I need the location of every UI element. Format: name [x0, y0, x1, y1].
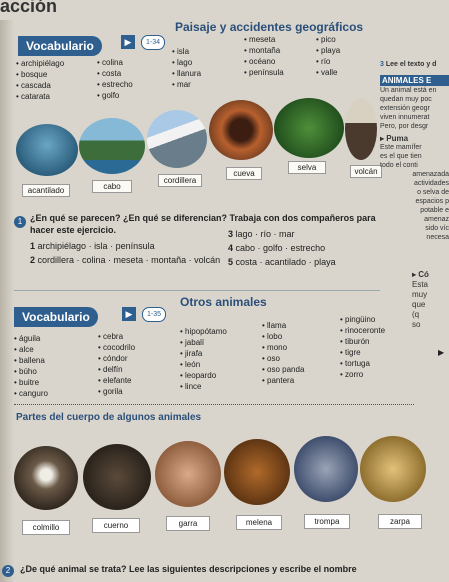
- section1-title: Paisaje y accidentes geográficos: [175, 20, 364, 34]
- animal-word: alce: [19, 345, 34, 354]
- animal-word: león: [185, 360, 201, 369]
- exercise1-item-4: [228, 243, 325, 254]
- caption-acantilado: acantilado: [22, 184, 70, 197]
- item-num: 2: [30, 255, 36, 265]
- vocab-word: cascada: [21, 81, 51, 90]
- vocab-word: llanura: [177, 69, 202, 78]
- sidebar-panel-2: [412, 270, 449, 390]
- item-text: cabo · golfo · estrecho: [235, 243, 326, 253]
- item-text: lago · río · mar: [235, 229, 295, 239]
- sidebar-line: (q: [412, 310, 420, 319]
- sidebar-line: amenaz: [424, 216, 449, 223]
- audio-track-badge-2[interactable]: [142, 307, 166, 322]
- trunk-photo: [294, 436, 358, 502]
- caption-garra: garra: [166, 516, 210, 531]
- sidebar-line: todo el conti: [380, 162, 418, 169]
- animal-word: ballena: [19, 356, 45, 365]
- exercise1-item-3: [228, 229, 295, 240]
- caption-cuerno: cuerno: [92, 518, 140, 533]
- sidebar-line: extensión geogr: [380, 105, 430, 112]
- caption-trompa: trompa: [304, 514, 350, 529]
- animal-word: cocodrilo: [103, 343, 136, 352]
- animal-word: canguro: [19, 389, 48, 398]
- sidebar-line: espacios p: [415, 198, 449, 205]
- animal-word: gorila: [103, 387, 123, 396]
- animal-word: pingüino: [345, 315, 376, 324]
- coast-photo: [16, 124, 78, 176]
- vocab-word: valle: [321, 68, 338, 77]
- vocab-word: estrecho: [102, 80, 133, 89]
- horn-photo: [83, 444, 151, 510]
- cave-photo: [209, 100, 273, 160]
- exercise1-prompt-text: ¿En qué se parecen? ¿En qué se diferencian? Trabaja con dos compañeros para hacer este ejercicio.: [30, 213, 376, 235]
- divider: [14, 290, 380, 291]
- animal-word: oso panda: [267, 365, 305, 374]
- caption-colmillo: colmillo: [22, 520, 70, 535]
- caption-selva: selva: [288, 161, 326, 174]
- exercise1-prompt: [30, 212, 380, 236]
- exercise2-num-text: 2: [5, 566, 11, 575]
- audio-track-label: 1-34: [146, 39, 161, 46]
- animal-word: delfín: [103, 365, 123, 374]
- vocab-word: isla: [177, 47, 190, 56]
- sidebar-subheading: ▸ Puma: [380, 134, 409, 143]
- sidebar-line: necesa: [426, 234, 449, 241]
- volcano-photo: [345, 98, 377, 160]
- vocab-col-2: • colina • costa • estrecho • golfo: [97, 58, 133, 100]
- animal-word: cebra: [103, 332, 124, 341]
- sidebar-line: o selva de: [417, 189, 449, 196]
- animal-word: elefante: [103, 376, 132, 385]
- sidebar-title: Lee el texto y d: [385, 61, 437, 68]
- animal-col-4: • llama • lobo • mono • oso • oso panda • pantera: [262, 321, 305, 385]
- caption-cordillera: cordillera: [158, 174, 202, 187]
- vocab-word: playa: [321, 46, 341, 55]
- animal-word: búho: [19, 367, 37, 376]
- sidebar-subheading-2: ▸ Có: [412, 270, 429, 279]
- caption-melena: melena: [236, 515, 282, 530]
- item-num: 4: [228, 243, 234, 253]
- animal-word: zorro: [345, 370, 364, 379]
- sidebar-subheading-2-text: Có: [418, 270, 429, 279]
- exercise1-item-5: [228, 257, 336, 268]
- claw-photo: [155, 441, 221, 507]
- mountain-range-photo: [147, 110, 207, 168]
- dotted-divider: [14, 404, 414, 405]
- sidebar-line: Un animal está en: [380, 87, 437, 94]
- sidebar-line: que: [412, 300, 426, 309]
- vocab-word: lago: [177, 58, 193, 67]
- sidebar-line: amenazada: [412, 171, 449, 178]
- paw-photo: [360, 436, 426, 502]
- item-text: costa · acantilado · playa: [235, 257, 336, 267]
- exercise1-number: [14, 216, 26, 228]
- exercise2-number: [2, 565, 14, 577]
- mane-photo: [224, 439, 290, 505]
- tusk-photo: [14, 446, 78, 510]
- animal-word: llama: [267, 321, 287, 330]
- sidebar-line: sido víc: [425, 225, 449, 232]
- animal-col-1: • águila • alce • ballena • búho • buitre • canguro: [14, 334, 48, 398]
- page-shadow: [0, 20, 14, 582]
- vocab-word: montaña: [249, 46, 281, 55]
- animal-word: mono: [267, 343, 288, 352]
- sidebar-line: muy: [412, 290, 428, 299]
- animal-word: tigre: [345, 348, 361, 357]
- section2-title: Otros animales: [180, 295, 267, 309]
- vocab-word: océano: [249, 57, 276, 66]
- page-title: acción: [0, 0, 58, 16]
- vocab-word: colina: [102, 58, 123, 67]
- sidebar-line: actividades: [413, 180, 449, 187]
- sidebar-subheading-text: Puma: [386, 134, 409, 143]
- vocab-word: archipiélago: [21, 59, 65, 68]
- item-text: cordillera · colina · meseta · montaña · volcán: [37, 255, 221, 265]
- sidebar-line: so: [412, 320, 421, 329]
- cape-photo: [79, 118, 145, 174]
- animal-word: lince: [185, 382, 202, 391]
- sidebar-line: quedan muy poc: [380, 96, 432, 103]
- animal-col-3: • hipopótamo • jabalí • jirafa • león • leopardo • lince: [180, 327, 227, 391]
- exercise1-item-1: [30, 241, 155, 252]
- vocab-word: pico: [321, 35, 336, 44]
- animal-word: buitre: [19, 378, 40, 387]
- vocab-col-4: • meseta • montaña • océano • península: [244, 35, 284, 77]
- item-num: 5: [228, 257, 234, 267]
- sidebar-line: es el que tien: [380, 153, 422, 160]
- animal-word: oso: [267, 354, 280, 363]
- vocab-word: mar: [177, 80, 191, 89]
- animal-word: leopardo: [185, 371, 217, 380]
- exercise1-num-text: 1: [17, 217, 23, 226]
- sidebar-line: Esta: [412, 280, 429, 289]
- animal-word: pantera: [267, 376, 295, 385]
- sidebar-line: Pero, por desgr: [380, 123, 429, 130]
- caption-volcan: volcán: [350, 165, 382, 178]
- item-num: 3: [228, 229, 234, 239]
- caption-cueva: cueva: [226, 167, 262, 180]
- play-icon-2[interactable]: ▶: [122, 307, 136, 321]
- jungle-photo: [274, 98, 344, 158]
- caption-zarpa: zarpa: [378, 514, 422, 529]
- animal-word: lobo: [267, 332, 283, 341]
- animal-word: jabalí: [185, 338, 205, 347]
- sidebar-line: potable e: [420, 207, 449, 214]
- audio-track-label-2: 1-35: [147, 311, 162, 318]
- vocab-col-5: • pico • playa • río • valle: [316, 35, 341, 77]
- vocab-word: bosque: [21, 70, 48, 79]
- animal-word: rinoceronte: [345, 326, 386, 335]
- audio-track-badge[interactable]: [141, 35, 165, 50]
- arrow-right-icon: ▶: [438, 348, 445, 357]
- animal-word: tiburón: [345, 337, 370, 346]
- animal-col-5: • pingüino • rinoceronte • tiburón • tigre • tortuga • zorro: [340, 315, 386, 379]
- vocab-word: meseta: [249, 35, 276, 44]
- vocab-word: península: [249, 68, 284, 77]
- animal-word: cóndor: [103, 354, 128, 363]
- sidebar-panel: [380, 60, 449, 290]
- vocabulary-tag-2: Vocabulario: [14, 307, 98, 327]
- animal-word: águila: [19, 334, 41, 343]
- vocab-word: costa: [102, 69, 122, 78]
- vocab-col-1: • archipiélago • bosque • cascada • catarata: [16, 59, 65, 101]
- item-text: archipiélago · isla · península: [37, 241, 155, 251]
- sidebar-heading: ANIMALES E: [380, 75, 449, 86]
- sidebar-num: 3: [380, 61, 384, 68]
- vocabulary-tag: Vocabulario: [18, 36, 102, 56]
- vocab-word: catarata: [21, 92, 50, 101]
- vocab-col-3: • isla • lago • llanura • mar: [172, 47, 202, 89]
- vocab-word: golfo: [102, 91, 120, 100]
- animal-word: jirafa: [185, 349, 203, 358]
- sidebar-line: viven innumerat: [380, 114, 430, 121]
- animal-word: tortuga: [345, 359, 370, 368]
- play-icon[interactable]: ▶: [121, 35, 135, 49]
- caption-cabo: cabo: [92, 180, 132, 193]
- animal-col-2: • cebra • cocodrilo • cóndor • delfín • elefante • gorila: [98, 332, 136, 396]
- sidebar-line: Este mamífer: [380, 144, 422, 151]
- item-num: 1: [30, 241, 36, 251]
- animal-word: hipopótamo: [185, 327, 227, 336]
- exercise2-prompt: ¿De qué animal se trata? Lee las siguientes descripciones y escribe el nombre: [20, 564, 357, 574]
- sidebar-exercise: [380, 60, 449, 69]
- exercise1-item-2: [30, 255, 230, 266]
- vocab-word: río: [321, 57, 331, 66]
- parts-title: Partes del cuerpo de algunos animales: [16, 412, 202, 423]
